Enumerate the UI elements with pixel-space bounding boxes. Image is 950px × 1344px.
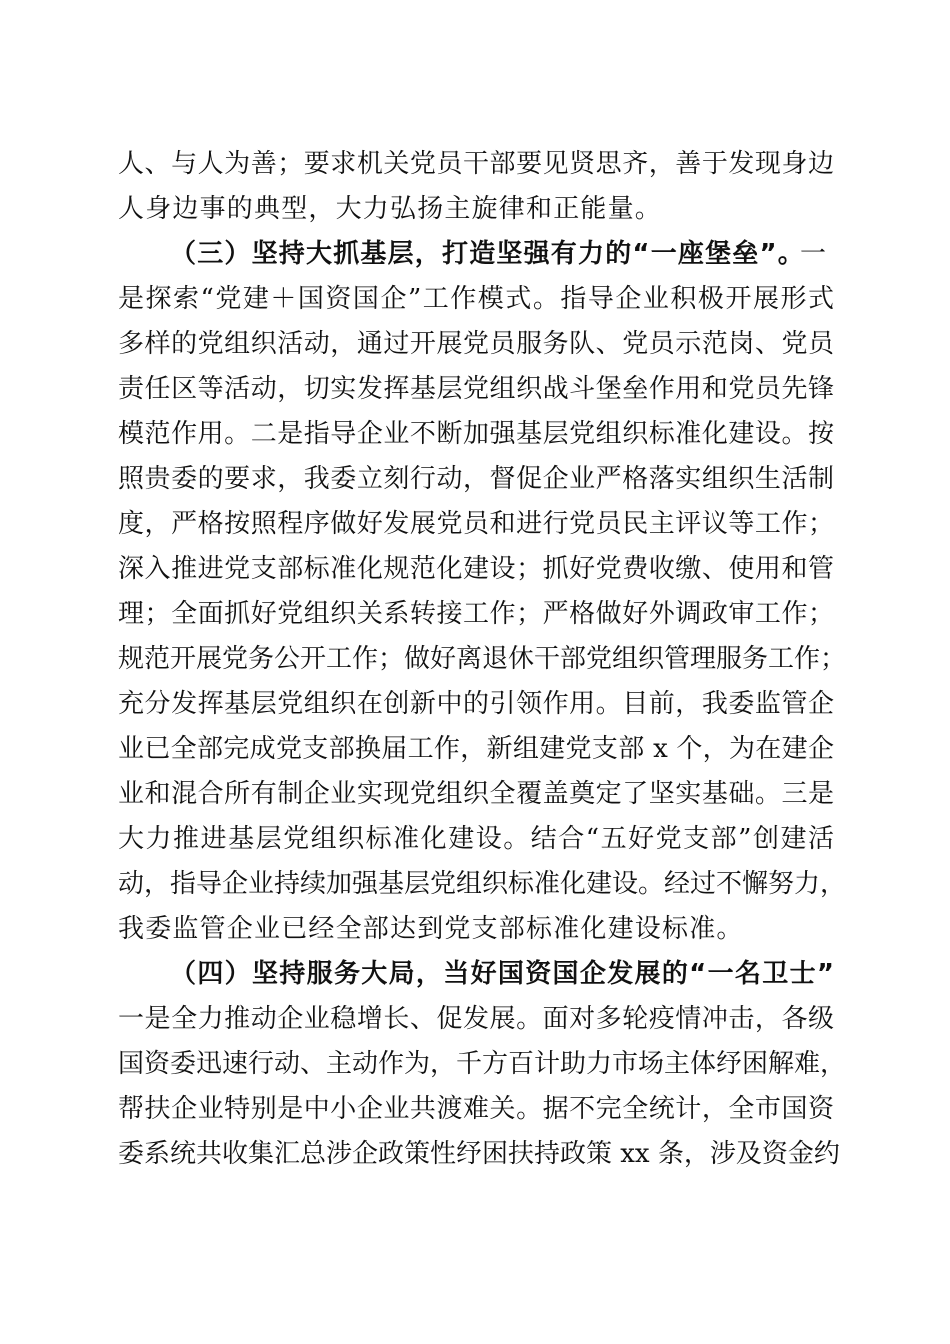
text-line: 多样的党组织活动，通过开展党员服务队、党员示范岗、党员 [118, 329, 834, 359]
text-line: 委系统共收集汇总涉企政策性纾困扶持政策 xx 条，涉及资金约 [118, 1139, 840, 1169]
text-line: 理；全面抓好党组织关系转接工作；严格做好外调政审工作； [118, 599, 834, 629]
section-heading-4: （四）坚持服务大局，当好国资国企发展的“一名卫士” [170, 959, 834, 989]
text-line: 业和混合所有制企业实现党组织全覆盖奠定了坚实基础。三是 [118, 779, 834, 809]
text-line: 动，指导企业持续加强基层党组织标准化建设。经过不懈努力， [118, 869, 847, 899]
section-heading-3: （三）坚持大抓基层，打造坚强有力的“一座堡垒”。 [170, 239, 805, 269]
text-line: 模范作用。二是指导企业不断加强基层党组织标准化建设。按 [118, 419, 834, 449]
text-line: 规范开展党务公开工作；做好离退休干部党组织管理服务工作； [118, 644, 847, 674]
text-line: 人身边事的典型，大力弘扬主旋律和正能量。 [118, 194, 663, 224]
text-line: 业已全部完成党支部换届工作，新组建党支部 x 个，为在建企 [118, 734, 834, 764]
text-line: 我委监管企业已经全部达到党支部标准化建设标准。 [118, 914, 744, 944]
text-line: 国资委迅速行动、主动作为，千方百计助力市场主体纾困解难， [118, 1049, 847, 1079]
text-line: 深入推进党支部标准化规范化建设；抓好党费收缴、使用和管 [118, 554, 834, 584]
text-line: 是探索“党建＋国资国企”工作模式。指导企业积极开展形式 [118, 284, 834, 314]
text-line: 责任区等活动，切实发挥基层党组织战斗堡垒作用和党员先锋 [118, 374, 834, 404]
text-line: 一是全力推动企业稳增长、促发展。面对多轮疫情冲击，各级 [118, 1004, 834, 1034]
text-line: 充分发挥基层党组织在创新中的引领作用。目前，我委监管企 [118, 689, 834, 719]
text-line: 大力推进基层党组织标准化建设。结合“五好党支部”创建活 [118, 824, 834, 854]
text-line: 一 [800, 239, 828, 269]
text-line: 度，严格按照程序做好发展党员和进行党员民主评议等工作； [118, 509, 834, 539]
text-line: 帮扶企业特别是中小企业共渡难关。据不完全统计，全市国资 [118, 1094, 834, 1124]
text-line: 人、与人为善；要求机关党员干部要见贤思齐，善于发现身边 [118, 149, 834, 179]
text-line: 照贵委的要求，我委立刻行动，督促企业严格落实组织生活制 [118, 464, 834, 494]
